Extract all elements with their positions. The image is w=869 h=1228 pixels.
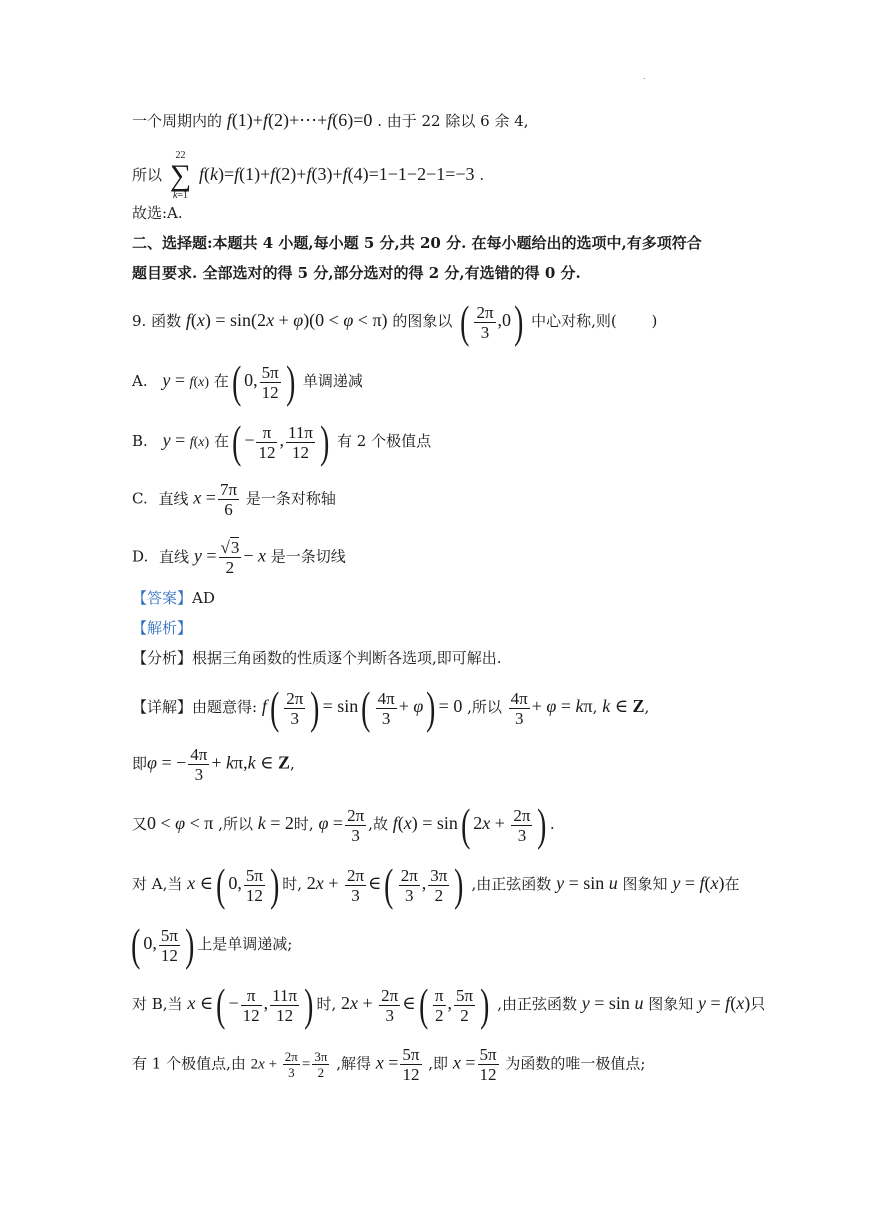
paren-right: ) <box>480 979 490 1030</box>
answer-tag: 【答案】 <box>132 589 193 607</box>
text: 对 B,当 <box>132 995 183 1013</box>
section-title-line2 <box>132 263 581 283</box>
text: 上是单调递减; <box>197 935 293 953</box>
text: 直线 <box>159 547 190 566</box>
text: ,所以 <box>467 698 502 716</box>
paren-left: ( <box>231 356 242 407</box>
paren-left: ( <box>361 682 371 733</box>
paren-left: ( <box>131 919 141 970</box>
analysis-line <box>132 618 192 638</box>
option-label: A. <box>132 372 148 390</box>
you-line: 又0 < φ < π ,所以 k = 2时, φ = $\frac{2\pi}{3}$ ,故 f(x) = sin( 2x + $\frac{2\pi}{3}$ ) . <box>132 799 555 850</box>
text: 为函数的唯一极值点; <box>505 1054 646 1073</box>
fenxi-tag: 【分析】 <box>132 649 193 667</box>
xiangjie-line: 【详解】由题意得: f( $\frac{2\pi}{3}$ ) = sin( $\frac{4\pi}{3}$ + φ) = 0 ,所以 $\frac{4\pi}{3}$ + φ = kπ, k ∈ Z, <box>132 682 650 733</box>
ji-line: 即φ = − $\frac{4\pi}{3}$ + kπ,k ∈ Z, <box>132 745 295 784</box>
text: 有 2 个极值点 <box>337 432 432 450</box>
text: 的图象以 <box>392 312 453 330</box>
text: 对 A,当 <box>132 875 183 893</box>
text: 只 <box>750 995 766 1013</box>
text: , <box>592 698 598 716</box>
math-y-fx: y = f(x) <box>162 370 209 390</box>
dui-a-line: 对 A,当 x ∈( 0, $\frac{5\pi}{12}$ ) 时, 2x + $\frac{2\pi}{3}$ ∈( $\frac{2\pi}{3}$ , $\frac{3\pi}{2}$ ) ,由正弦函数 y = sin u 图象知 y = f(x)在 <box>132 859 740 910</box>
math-x-eq: x = <box>193 487 216 508</box>
paren-left: ( <box>418 979 428 1030</box>
xiangjie-tag: 【详解】 <box>132 698 193 716</box>
text: 直线 <box>158 489 189 508</box>
page-dot: . <box>643 72 646 81</box>
text: . <box>549 815 555 833</box>
last-line: 有 1 个极值点,由 2x + $\frac{2\pi}{3}$ = $\frac{3\pi}{2}$ ,解得 x = $\frac{5\pi}{12}$ ,即 x = $\frac{5\pi}{12}$ 为函数的唯一极值点; <box>132 1045 646 1084</box>
text: 单调递减 <box>302 372 363 390</box>
option-b: B. y = f(x) 在( − $\frac{\pi}{12}$ , $\frac{11\pi}{12}$ ) 有 2 个极值点 <box>132 416 432 467</box>
math-sum-expr: f(k)=f(1)+f(2)+f(3)+f(4)=1−1−2−1=−3 <box>198 164 475 184</box>
paren-left: ( <box>460 296 470 347</box>
paren-left: ( <box>269 682 280 733</box>
paren-right: ) <box>426 682 436 733</box>
text: 在 <box>213 372 229 390</box>
text: 在 <box>213 432 229 450</box>
dui-a-line2: ( 0, $\frac{5\pi}{12}$ ) 上是单调递减; <box>131 919 293 970</box>
line-sum-22 <box>132 150 484 202</box>
paren-right: ) <box>319 416 330 467</box>
paren-right: ) <box>304 979 314 1030</box>
option-label: D. <box>132 547 149 566</box>
text: ,所以 <box>218 815 253 833</box>
text: 时, <box>316 995 337 1013</box>
answer-value: AD <box>192 589 215 607</box>
section-title-line1 <box>132 233 702 253</box>
math-f: f <box>261 696 267 716</box>
line-choose <box>132 203 183 223</box>
text: ,由正弦函数 <box>471 875 552 893</box>
paren-right: ) <box>285 356 295 407</box>
text: ) <box>651 312 658 330</box>
math-sigma: 22 ∑ k=1 <box>169 150 192 201</box>
paren-left: ( <box>460 799 471 850</box>
text: 是一条切线 <box>270 547 346 566</box>
text: 中心对称,则( <box>531 312 617 330</box>
line-period-sum <box>132 110 529 131</box>
text: . <box>479 166 485 184</box>
option-d: D. 直线 y = $\frac{√3}{2}$ − x 是一条切线 <box>132 538 346 577</box>
option-c: C. 直线 x = $\frac{7\pi}{6}$ 是一条对称轴 <box>132 480 336 519</box>
paren-right: ) <box>184 919 195 970</box>
section-title: 二、选择题:本题共 4 小题,每小题 5 分,共 20 分. 在每小题给出的选项中,有多项符合 <box>132 234 702 252</box>
text: ,由正弦函数 <box>497 995 577 1013</box>
answer-line <box>132 588 215 608</box>
paren-left: ( <box>216 979 226 1030</box>
question-9: 9. 函数 f(x) = sin(2x + φ)(0 < φ < π) 的图象以 ( $\frac{2\pi}{3}$ ,0) 中心对称,则( ) <box>132 296 658 347</box>
paren-left: ( <box>384 859 394 910</box>
paren-right: ) <box>454 859 464 910</box>
text: 一个周期内的 <box>132 112 223 130</box>
text: 所以 <box>132 166 163 184</box>
text: 是一条对称轴 <box>245 489 336 508</box>
paren-left: ( <box>216 859 226 910</box>
text: ,解得 <box>336 1054 371 1073</box>
math-f-sum: f(1)+f(2)+⋯+f(6)=0 <box>226 110 373 130</box>
text: 有 1 个极值点,由 <box>132 1054 246 1073</box>
text: 又 <box>132 815 148 833</box>
text: 根据三角函数的性质逐个判断各选项,即可解出. <box>192 649 502 667</box>
text: 函数 <box>151 312 182 330</box>
paren-right: ) <box>514 296 524 347</box>
math-y-eq: y = <box>193 545 217 566</box>
option-label: B. <box>132 432 148 450</box>
paren-right: ) <box>269 859 280 910</box>
text: 时, <box>293 815 314 833</box>
section-title: 题目要求. 全部选对的得 5 分,部分选对的得 2 分,有选错的得 0 分. <box>132 264 581 282</box>
fenxi-line <box>132 648 502 668</box>
option-a: A. y = f(x) 在( 0, $\frac{5\pi}{12}$ ) 单调递减 <box>132 356 363 407</box>
text: ,即 <box>428 1054 449 1073</box>
question-number: 9. <box>132 312 147 330</box>
text: 在 <box>724 875 740 893</box>
text: 由题意得: <box>192 698 258 716</box>
text: , <box>644 698 650 716</box>
option-label: C. <box>132 489 148 508</box>
paren-right: ) <box>537 799 547 850</box>
text: 图象知 <box>648 995 694 1013</box>
paren-right: ) <box>310 682 320 733</box>
text: 图象知 <box>622 875 668 893</box>
math-y-fx: y = f(x) <box>162 430 210 450</box>
dui-b-line: 对 B,当 x ∈( − $\frac{\pi}{12}$ , $\frac{11\pi}{12}$ ) 时, 2x + $\frac{2\pi}{3}$ ∈( $\frac{\pi}{2}$ , $\frac{5\pi}{2}$ ) ,由正弦函数 y = sin u 图象知 y = f(x)只 <box>132 979 766 1030</box>
paren-left: ( <box>232 416 242 467</box>
math-fx-def: f(x) = sin(2x + φ)(0 < φ < π) <box>185 310 388 330</box>
text: 时, <box>282 875 303 893</box>
text: ,故 <box>368 815 388 833</box>
analysis-tag: 【解析】 <box>132 619 193 637</box>
text: 即 <box>132 754 148 773</box>
text: 故选:A. <box>132 204 183 222</box>
text: . 由于 22 除以 6 余 4, <box>377 112 529 130</box>
text: , <box>289 754 295 773</box>
